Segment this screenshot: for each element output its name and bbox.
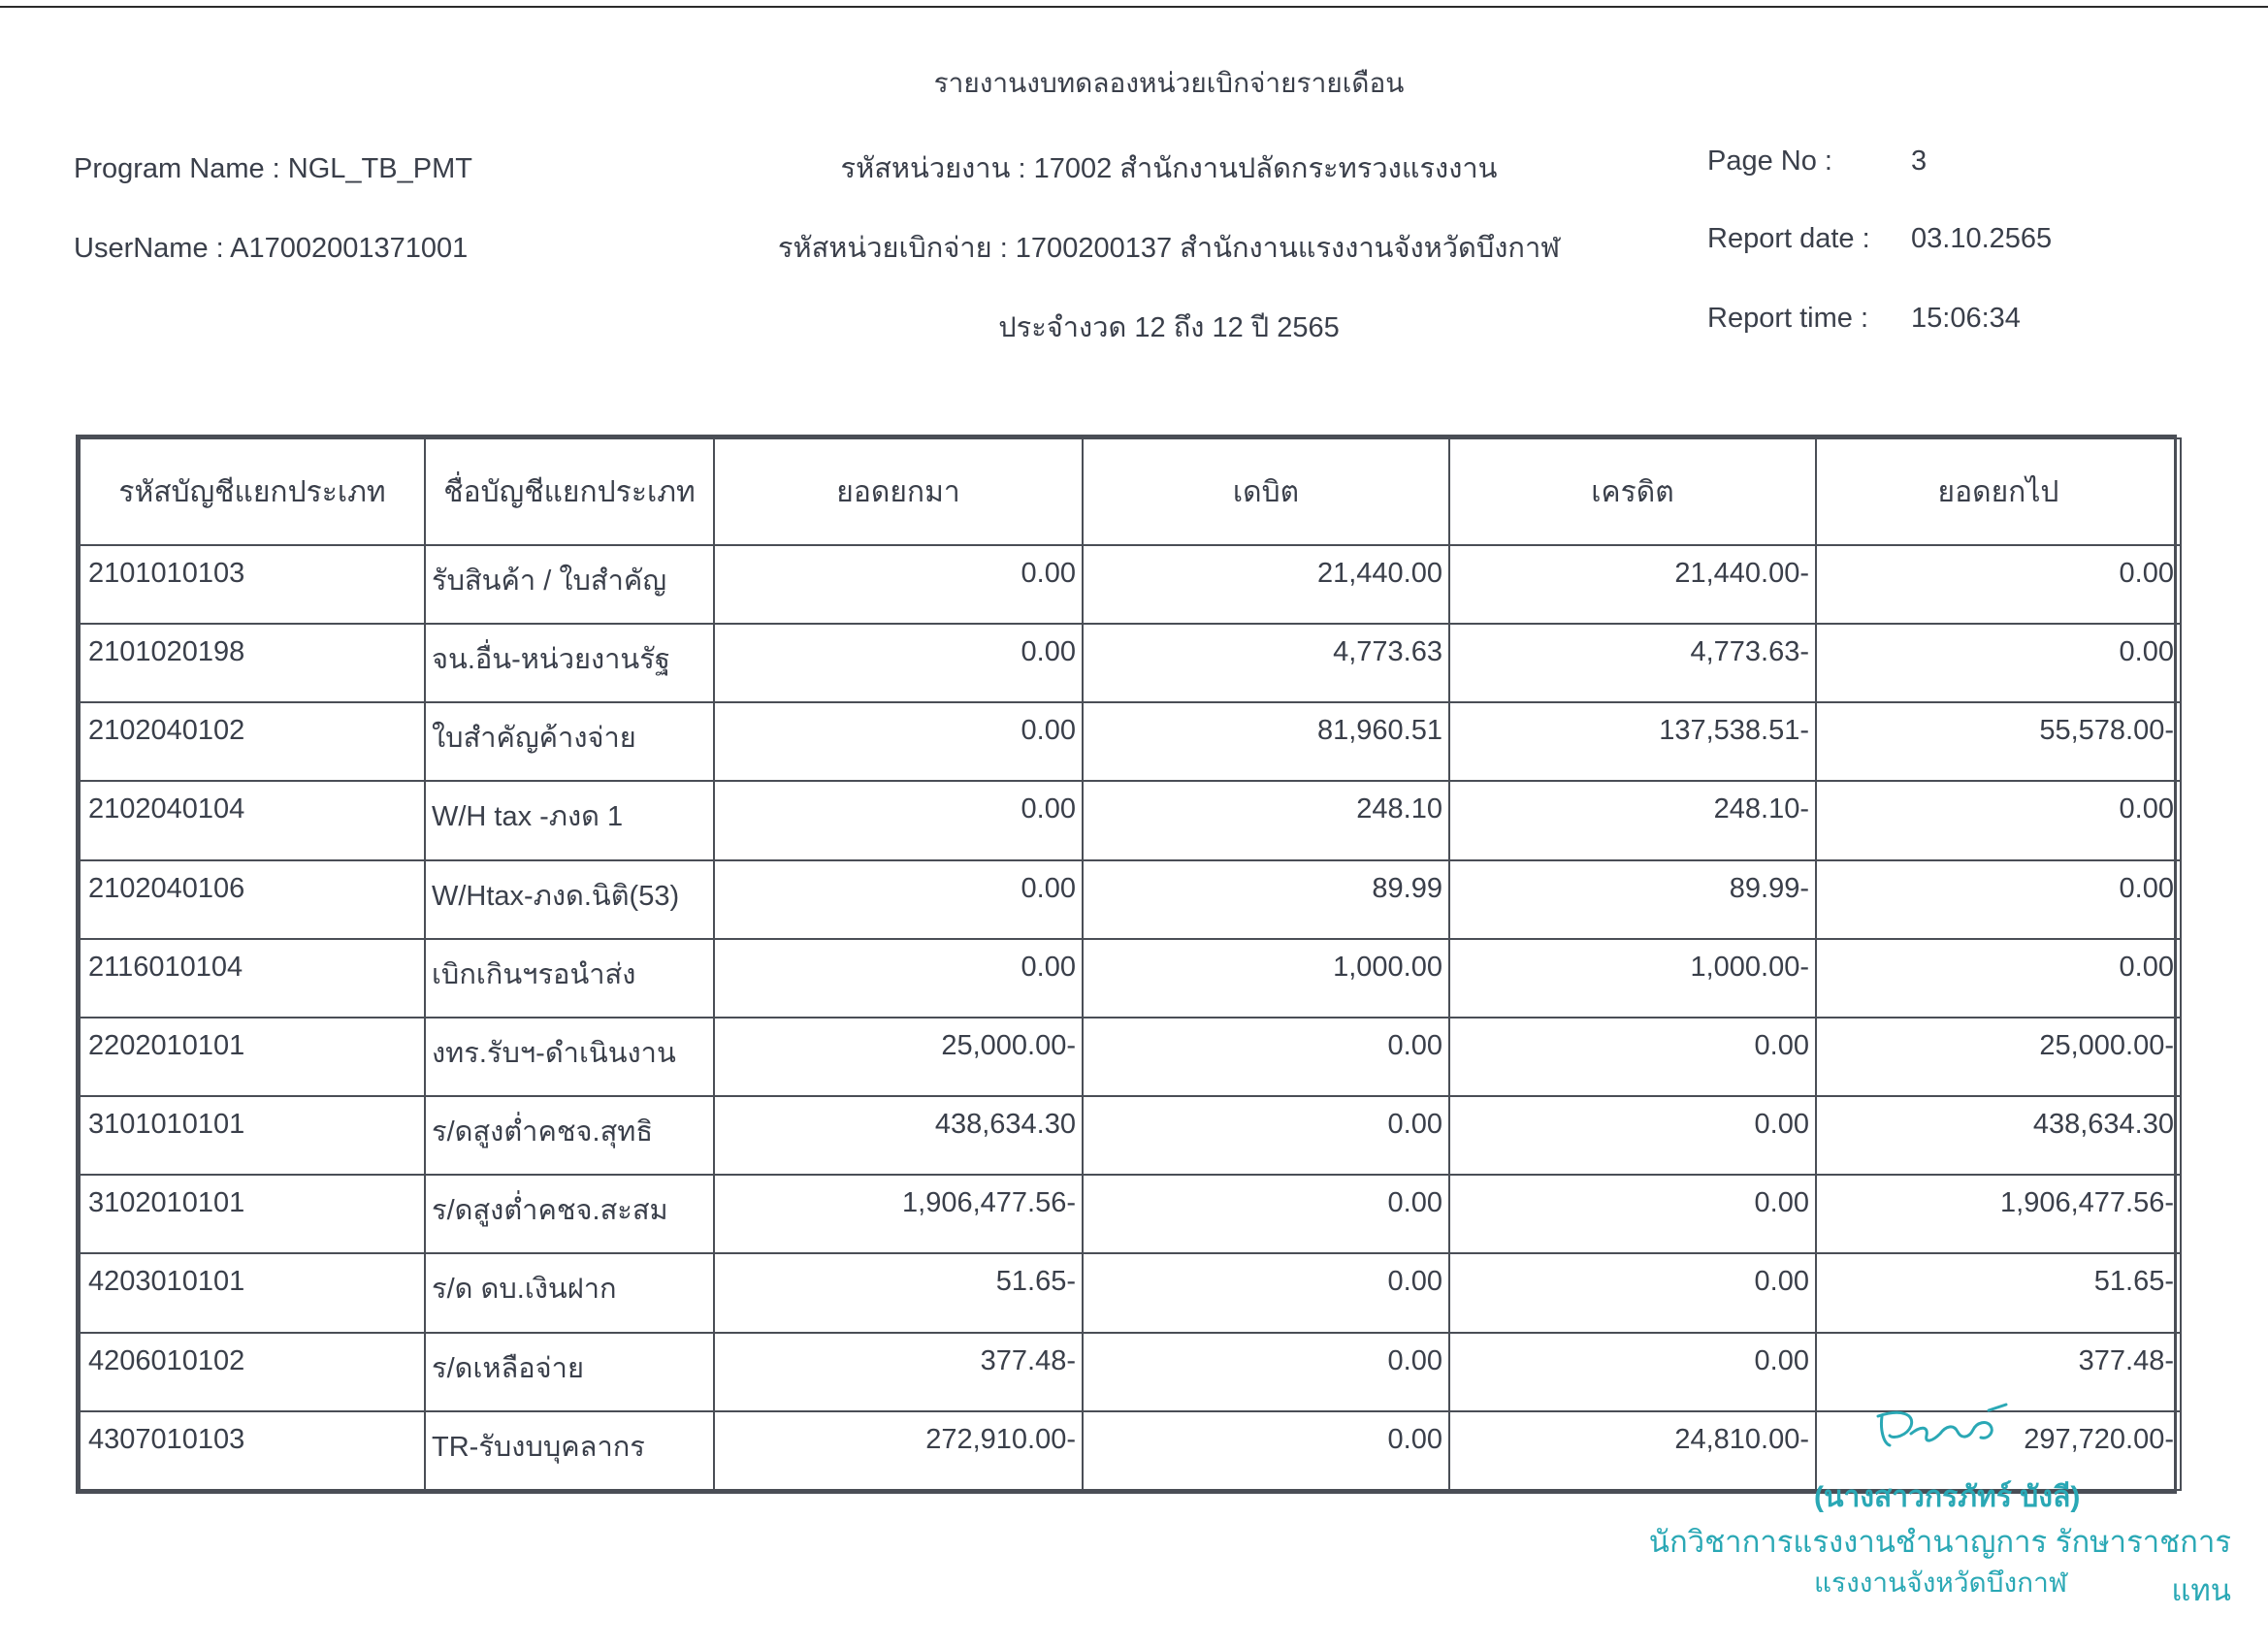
brought-forward-cell: 0.00 xyxy=(714,781,1083,859)
account-name-cell: รับสินค้า / ใบสำคัญ xyxy=(425,545,714,624)
signatory-name: (นางสาวกรภัทร์ บังลี) xyxy=(1814,1481,2081,1513)
carried-forward-cell: 297,720.00- xyxy=(1816,1411,2181,1490)
credit-cell: 0.00 xyxy=(1449,1333,1816,1411)
table-row xyxy=(80,1096,2181,1175)
account-name-cell: ร/ดสูงต่ำคชจ.สุทธิ xyxy=(425,1096,714,1175)
account-name-cell: งทร.รับฯ-ดำเนินงาน xyxy=(425,1018,714,1096)
table-row xyxy=(80,1175,2181,1253)
report-title: รายงานงบทดลองหน่วยเบิกจ่ายรายเดือน xyxy=(933,68,1405,98)
account-name-cell: จน.อื่น-หน่วยงานรัฐ xyxy=(425,624,714,702)
account-code-cell: 2102040106 xyxy=(80,860,425,939)
brought-forward-cell: 377.48- xyxy=(714,1333,1083,1411)
table-row xyxy=(80,545,2181,624)
brought-forward-cell: 0.00 xyxy=(714,860,1083,939)
page-no-value: 3 xyxy=(1911,146,1928,177)
table-row xyxy=(80,702,2181,781)
credit-cell: 0.00 xyxy=(1449,1253,1816,1332)
trial-balance-table xyxy=(76,435,2177,1494)
account-code-cell: 2202010101 xyxy=(80,1018,425,1096)
table-row xyxy=(80,939,2181,1018)
brought-forward-cell: 0.00 xyxy=(714,545,1083,624)
debit-cell: 0.00 xyxy=(1083,1175,1449,1253)
account-name-cell: เบิกเกินฯรอนำส่ง xyxy=(425,939,714,1018)
debit-cell: 89.99 xyxy=(1083,860,1449,939)
column-header-brought-forward: ยอดยกมา xyxy=(714,438,1083,545)
carried-forward-cell: 0.00 xyxy=(1816,545,2181,624)
carried-forward-cell: 0.00 xyxy=(1816,624,2181,702)
carried-forward-cell: 0.00 xyxy=(1816,781,2181,859)
brought-forward-cell: 0.00 xyxy=(714,624,1083,702)
report-time-value: 15:06:34 xyxy=(1911,303,2021,334)
table-row xyxy=(80,624,2181,702)
debit-cell: 248.10 xyxy=(1083,781,1449,859)
account-code-cell: 4206010102 xyxy=(80,1333,425,1411)
brought-forward-cell: 25,000.00- xyxy=(714,1018,1083,1096)
account-code-cell: 2116010104 xyxy=(80,939,425,1018)
brought-forward-cell: 272,910.00- xyxy=(714,1411,1083,1490)
credit-cell: 4,773.63- xyxy=(1449,624,1816,702)
account-code-cell: 2102040102 xyxy=(80,702,425,781)
signatory-office: แรงงานจังหวัดบึงกาฬ xyxy=(1814,1568,2067,1598)
column-header-credit: เครดิต xyxy=(1449,438,1816,545)
account-code-cell: 2101020198 xyxy=(80,624,425,702)
debit-cell: 0.00 xyxy=(1083,1096,1449,1175)
debit-cell: 0.00 xyxy=(1083,1411,1449,1490)
carried-forward-cell: 51.65- xyxy=(1816,1253,2181,1332)
brought-forward-cell: 0.00 xyxy=(714,702,1083,781)
debit-cell: 21,440.00 xyxy=(1083,545,1449,624)
carried-forward-cell: 25,000.00- xyxy=(1816,1018,2181,1096)
agency-line: รหัสหน่วยงาน : 17002 สำนักงานปลัดกระทรวงแรงงาน xyxy=(840,153,1498,184)
credit-cell: 0.00 xyxy=(1449,1018,1816,1096)
debit-cell: 1,000.00 xyxy=(1083,939,1449,1018)
debit-cell: 81,960.51 xyxy=(1083,702,1449,781)
account-code-cell: 4203010101 xyxy=(80,1253,425,1332)
column-header-account-name: ชื่อบัญชีแยกประเภท xyxy=(425,438,714,545)
program-name: Program Name : NGL_TB_PMT xyxy=(74,153,472,184)
credit-cell: 248.10- xyxy=(1449,781,1816,859)
column-header-debit: เดบิต xyxy=(1083,438,1449,545)
brought-forward-cell: 1,906,477.56- xyxy=(714,1175,1083,1253)
account-code-cell: 2101010103 xyxy=(80,545,425,624)
carried-forward-cell: 377.48- xyxy=(1816,1333,2181,1411)
credit-cell: 1,000.00- xyxy=(1449,939,1816,1018)
debit-cell: 0.00 xyxy=(1083,1333,1449,1411)
account-name-cell: ร/ดสูงต่ำคชจ.สะสม xyxy=(425,1175,714,1253)
carried-forward-cell: 438,634.30 xyxy=(1816,1096,2181,1175)
table-row xyxy=(80,781,2181,859)
report-time-label: Report time : xyxy=(1707,303,1868,334)
account-name-cell: TR-รับงบบุคลากร xyxy=(425,1411,714,1490)
period-line: ประจำงวด 12 ถึง 12 ปี 2565 xyxy=(998,312,1340,343)
report-date-value: 03.10.2565 xyxy=(1911,223,2053,254)
table-row xyxy=(80,1253,2181,1332)
report-date-label: Report date : xyxy=(1707,223,1870,254)
signature-block xyxy=(1630,1397,2251,1620)
signatory-position: นักวิชาการแรงงานชำนาญการ รักษาราชการแทน xyxy=(1648,1525,2231,1607)
page-no-label: Page No : xyxy=(1707,146,1832,177)
account-code-cell: 3101010101 xyxy=(80,1096,425,1175)
account-name-cell: W/Htax-ภงด.นิติ(53) xyxy=(425,860,714,939)
account-name-cell: ร/ดเหลือจ่าย xyxy=(425,1333,714,1411)
brought-forward-cell: 438,634.30 xyxy=(714,1096,1083,1175)
debit-cell: 0.00 xyxy=(1083,1018,1449,1096)
brought-forward-cell: 51.65- xyxy=(714,1253,1083,1332)
brought-forward-cell: 0.00 xyxy=(714,939,1083,1018)
column-header-carried-forward: ยอดยกไป xyxy=(1816,438,2181,545)
handwritten-signature xyxy=(1872,1397,2018,1465)
credit-cell: 137,538.51- xyxy=(1449,702,1816,781)
disbursement-unit-line: รหัสหน่วยเบิกจ่าย : 1700200137 สำนักงานแรงงานจังหวัดบึงกาฬ xyxy=(777,233,1561,264)
table-row xyxy=(80,860,2181,939)
credit-cell: 21,440.00- xyxy=(1449,545,1816,624)
credit-cell: 0.00 xyxy=(1449,1096,1816,1175)
account-name-cell: ใบสำคัญค้างจ่าย xyxy=(425,702,714,781)
top-rule xyxy=(0,6,2268,8)
credit-cell: 0.00 xyxy=(1449,1175,1816,1253)
table-header-row xyxy=(80,438,2181,545)
column-header-account-code: รหัสบัญชีแยกประเภท xyxy=(80,438,425,545)
credit-cell: 24,810.00- xyxy=(1449,1411,1816,1490)
carried-forward-cell: 0.00 xyxy=(1816,939,2181,1018)
account-code-cell: 2102040104 xyxy=(80,781,425,859)
account-code-cell: 3102010101 xyxy=(80,1175,425,1253)
debit-cell: 4,773.63 xyxy=(1083,624,1449,702)
account-name-cell: ร/ด ดบ.เงินฝาก xyxy=(425,1253,714,1332)
debit-cell: 0.00 xyxy=(1083,1253,1449,1332)
user-name: UserName : A17002001371001 xyxy=(74,233,469,264)
carried-forward-cell: 0.00 xyxy=(1816,860,2181,939)
credit-cell: 89.99- xyxy=(1449,860,1816,939)
carried-forward-cell: 55,578.00- xyxy=(1816,702,2181,781)
account-name-cell: W/H tax -ภงด 1 xyxy=(425,781,714,859)
carried-forward-cell: 1,906,477.56- xyxy=(1816,1175,2181,1253)
account-code-cell: 4307010103 xyxy=(80,1411,425,1490)
table-row xyxy=(80,1018,2181,1096)
